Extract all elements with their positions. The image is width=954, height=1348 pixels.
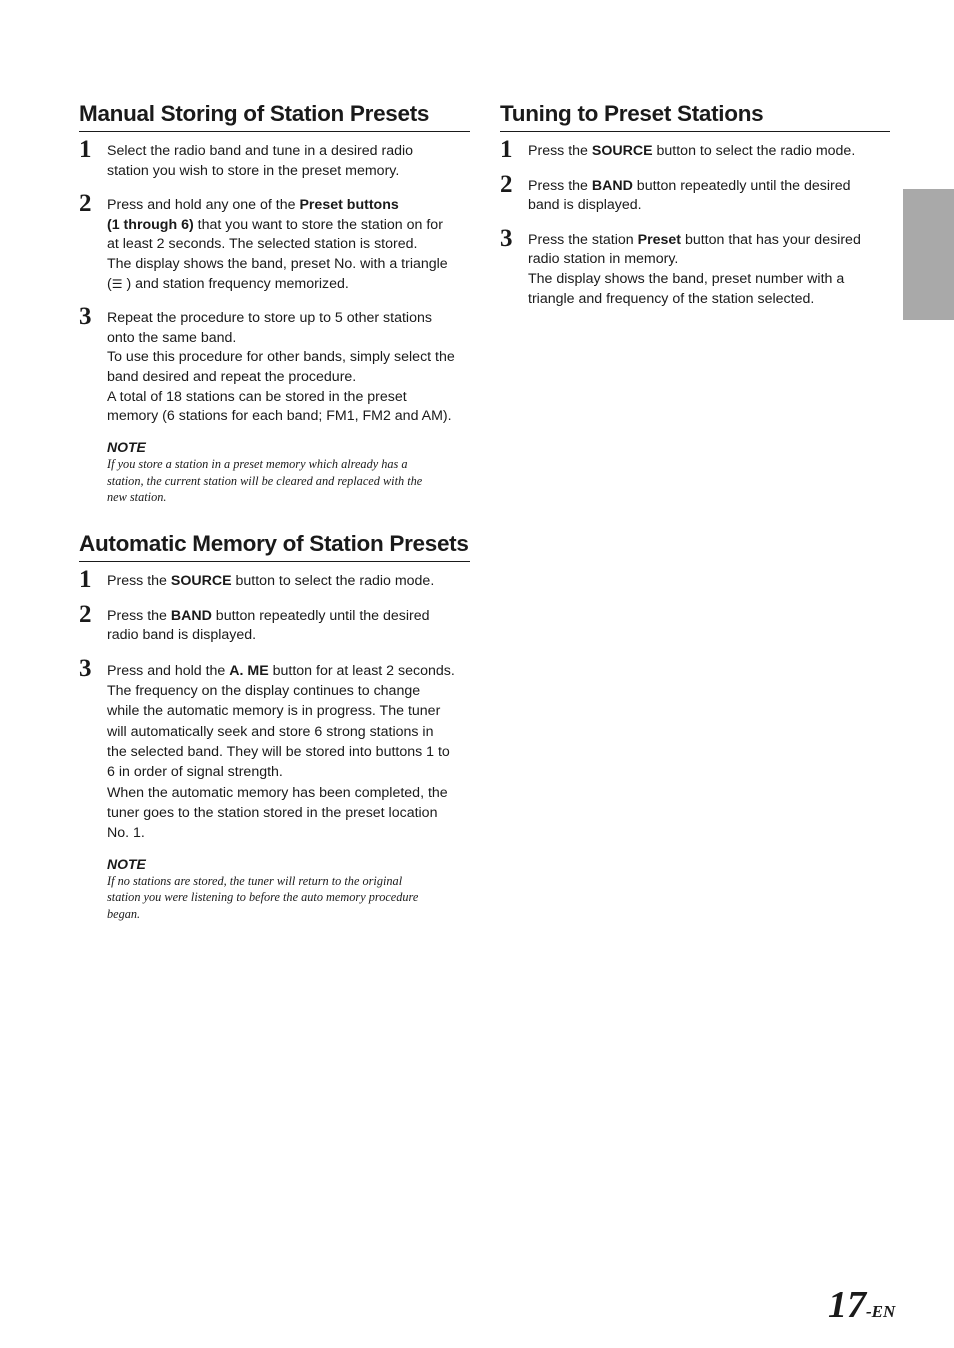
step-text: triangle and frequency of the station selected. — [528, 290, 815, 307]
step-text: will automatically seek and store 6 strong stations in — [107, 723, 434, 740]
step-text: band desired and repeat the procedure. — [107, 368, 357, 385]
step-text: 6 in order of signal strength. — [107, 764, 283, 781]
step-2 — [500, 170, 890, 216]
step-text: A total of 18 stations can be stored in the preset — [107, 388, 407, 405]
section-title: Manual Storing of Station Presets — [79, 100, 470, 132]
step-text: Press the BAND button repeatedly until the desired — [528, 177, 851, 194]
step-2 — [79, 600, 470, 646]
note-text: If you store a station in a preset memory which already has a — [107, 456, 408, 471]
note-text: new station. — [107, 490, 167, 505]
step-1 — [500, 136, 890, 163]
section-title: Automatic Memory of Station Presets — [79, 530, 470, 562]
step-number: 3 — [500, 224, 513, 252]
bold-term: BAND — [170, 607, 212, 624]
note-text: station, the current station will be cleared and replaced with the — [107, 473, 423, 488]
note-text: began. — [107, 907, 141, 922]
step-number: 1 — [79, 136, 92, 163]
preset-triangle-icon: ☰ — [111, 276, 123, 291]
note-label: NOTE — [107, 438, 146, 455]
step-3 — [500, 224, 890, 309]
step-number: 2 — [79, 600, 92, 628]
step-text: No. 1. — [107, 825, 145, 842]
left-column — [79, 100, 470, 941]
step-text: The frequency on the display continues to change — [107, 683, 421, 700]
bold-term: BAND — [591, 177, 633, 194]
step-text: The display shows the band, preset number with a — [528, 270, 845, 287]
step-text: Select the radio band and tune in a desired radio — [107, 143, 414, 159]
step-text: tuner goes to the station stored in the preset location — [107, 804, 438, 821]
step-text: When the automatic memory has been completed, the — [107, 784, 448, 801]
page-number-value: 17 — [828, 1284, 866, 1326]
bold-term: Preset — [637, 231, 682, 248]
step-number: 1 — [500, 136, 513, 163]
step-text: onto the same band. — [107, 329, 237, 346]
step-3 — [79, 303, 470, 427]
bold-term: (1 through 6) — [107, 216, 194, 233]
step-text: at least 2 seconds. The selected station is stored. — [107, 236, 418, 253]
step-text: memory (6 stations for each band; FM1, FM2 and AM). — [107, 408, 452, 425]
step-text: while the automatic memory is in progress. The tuner — [107, 703, 441, 720]
note-block — [79, 438, 470, 506]
step-text: Press and hold any one of the Preset buttons — [107, 197, 399, 214]
step-text: Press the SOURCE button to select the radio mode. — [107, 573, 435, 590]
page-number — [828, 1283, 895, 1327]
section-automatic-memory — [79, 530, 470, 923]
step-text: Repeat the procedure to store up to 5 other stations — [107, 310, 432, 327]
step-text: Press the station Preset button that has your desired — [528, 231, 861, 248]
section-manual-storing — [79, 100, 470, 506]
step-text: Press and hold the A. ME button for at least 2 seconds. — [107, 662, 455, 679]
bold-term: A. ME — [229, 662, 269, 679]
section-tuning-presets — [500, 100, 890, 309]
right-column — [500, 100, 890, 327]
side-tab-marker — [903, 189, 954, 320]
step-1 — [79, 566, 470, 594]
step-number: 3 — [79, 654, 92, 682]
note-block — [79, 855, 470, 923]
bold-term: SOURCE — [170, 573, 232, 590]
step-3 — [79, 654, 470, 844]
step-text: radio band is displayed. — [107, 627, 257, 644]
page-number-suffix: -EN — [866, 1302, 896, 1321]
step-text: To use this procedure for other bands, simply select the — [107, 349, 455, 366]
note-text: station you were listening to before the auto memory procedure — [107, 890, 419, 905]
step-number: 2 — [500, 170, 513, 198]
step-text: the selected band. They will be stored into buttons 1 to — [107, 744, 450, 761]
step-number: 3 — [79, 303, 92, 331]
step-text: radio station in memory. — [528, 251, 679, 268]
note-label: NOTE — [107, 855, 146, 872]
step-text: Press the SOURCE button to select the radio mode. — [528, 143, 856, 159]
section-title: Tuning to Preset Stations — [500, 100, 890, 132]
bold-term: SOURCE — [591, 143, 653, 159]
step-text: (1 through 6) that you want to store the station on for — [107, 216, 443, 233]
note-text: If no stations are stored, the tuner will return to the original — [107, 873, 403, 888]
step-text: station you wish to store in the preset memory. — [107, 162, 400, 179]
step-2 — [79, 190, 470, 294]
step-text: band is displayed. — [528, 197, 642, 214]
step-text: (☰ ) and station frequency memorized. — [107, 275, 470, 295]
step-number: 2 — [79, 190, 92, 218]
step-1 — [79, 136, 470, 181]
step-text: The display shows the band, preset No. with a triangle — [107, 255, 448, 272]
step-text: Press the BAND button repeatedly until the desired — [107, 607, 430, 624]
bold-term: Preset buttons — [299, 197, 399, 214]
step-number: 1 — [79, 566, 92, 594]
